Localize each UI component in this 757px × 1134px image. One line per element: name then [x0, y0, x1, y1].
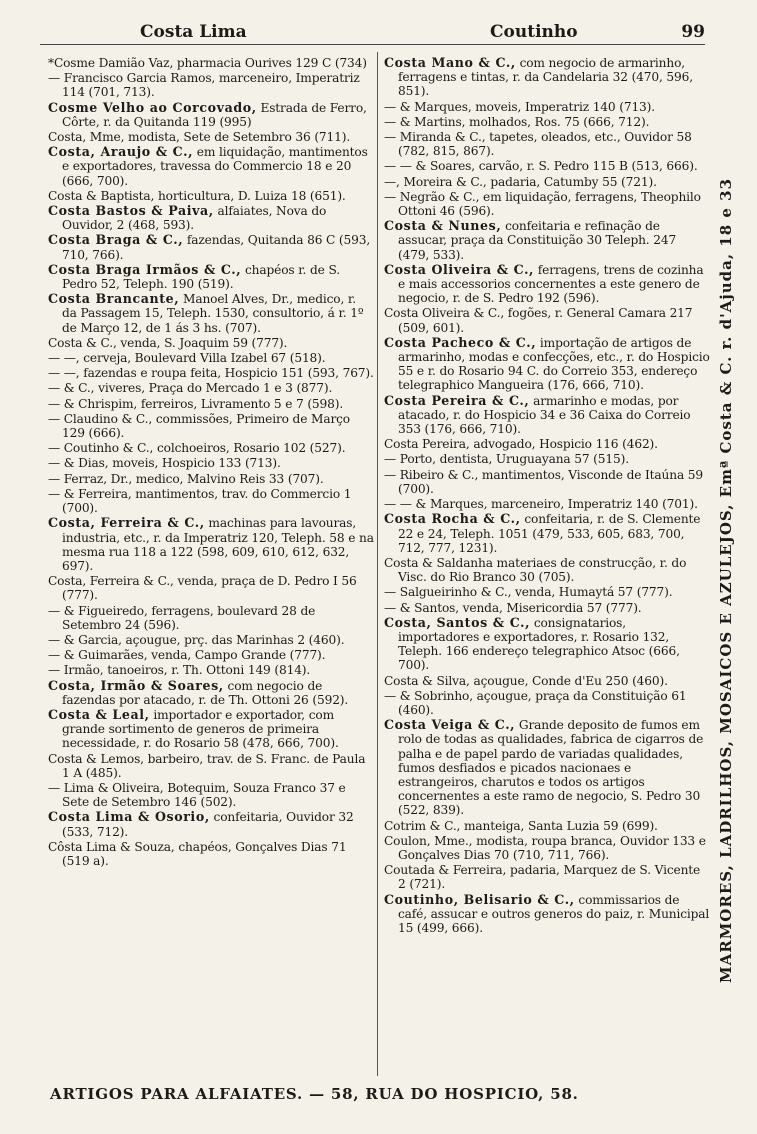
- entry-text: chapéos r. de S. Pedro 52, Teleph. 190 (519).: [62, 262, 340, 292]
- directory-entry: [48, 204, 374, 232]
- entry-text: — & Marques, moveis, Imperatriz 140 (713).: [384, 99, 655, 114]
- directory-entry: [384, 175, 710, 189]
- directory-entry: [384, 893, 710, 936]
- entry-text: — —, fazendas e roupa feita, Hospicio 151 (593, 767).: [48, 366, 374, 381]
- entry-name: Costa, Ferreira & C.,: [48, 515, 205, 531]
- directory-entry: [48, 412, 374, 440]
- entry-text: — & Sobrinho, açougue, praça da Constituição 61 (460).: [384, 688, 687, 717]
- directory-entry: [48, 752, 374, 780]
- directory-entry: [384, 512, 710, 555]
- entry-text: — & Garcia, açougue, prç. das Marinhas 2 (460).: [48, 632, 345, 647]
- directory-entry: [48, 145, 374, 188]
- entry-name: Costa & Leal,: [48, 706, 150, 722]
- entry-text: — & Martins, molhados, Ros. 75 (666, 712).: [384, 114, 650, 129]
- entry-text: Costa & C., venda, S. Joaquim 59 (777).: [48, 335, 288, 350]
- directory-entry: [48, 633, 374, 647]
- entry-text: — & Guimarães, venda, Campo Grande (777).: [48, 648, 326, 663]
- directory-entry: [384, 819, 710, 833]
- entry-text: — & Ferreira, mantimentos, trav. do Commercio 1 (700).: [48, 486, 352, 516]
- directory-entry: [48, 441, 374, 455]
- entry-text: —, Moreira & C., padaria, Catumby 55 (721).: [384, 174, 657, 189]
- entry-text: machinas para lavouras, industria, etc., r. da Imperatriz 120, Teleph. 58 e na mesma rua 118 a 122 (598, 609, 610, 612, 632, 697).: [62, 516, 374, 573]
- entry-name: Costa Pacheco & C.,: [384, 334, 537, 350]
- directory-entry: [384, 834, 710, 862]
- directory-entry: [384, 159, 710, 173]
- directory-entry: [48, 472, 374, 486]
- entry-text: — & C., viveres, Praça do Mercado 1 e 3 (877).: [48, 381, 333, 396]
- directory-entry: [48, 487, 374, 515]
- directory-entry: [48, 336, 374, 350]
- directory-entry: [384, 601, 710, 615]
- entry-text: Costa Oliveira & C., fogões, r. General Camara 217 (509, 601).: [384, 306, 693, 335]
- directory-entry: [48, 189, 374, 203]
- entry-text: — Negrão & C., em liquidação, ferragens, Theophilo Ottoni 46 (596).: [384, 189, 701, 219]
- directory-entry: [48, 840, 374, 868]
- directory-entry: [384, 394, 710, 437]
- entry-text: confeitaria e refinação de assucar, praça da Constituição 30 Teleph. 247 (479, 533).: [398, 219, 677, 262]
- directory-entry: [48, 381, 374, 395]
- entry-text: Cotrim & C., manteiga, Santa Luzia 59 (699).: [384, 818, 658, 833]
- directory-entry: [384, 437, 710, 451]
- directory-entry: [48, 366, 374, 380]
- entry-text: consignatarios, importadores e exportadores, r. Rosario 132, Teleph. 166 endereço telegraphico Atsoc (666, 700).: [398, 615, 680, 673]
- directory-entry: [384, 263, 710, 306]
- directory-entry: [48, 708, 374, 751]
- directory-entry: [48, 397, 374, 411]
- entry-text: Costa & Lemos, barbeiro, trav. de S. Franc. de Paula 1 A (485).: [48, 751, 366, 780]
- entry-text: — Francisco Garcia Ramos, marceneiro, Imperatriz 114 (701, 713).: [48, 71, 360, 100]
- directory-entry: [48, 130, 374, 144]
- entry-text: Costa & Saldanha materiaes de construcção, r. do Visc. do Rio Branco 30 (705).: [384, 555, 687, 585]
- directory-entry: [48, 233, 374, 261]
- entry-text: fazendas, Quitanda 86 C (593, 710, 766).: [62, 233, 371, 262]
- entry-name: Costa Oliveira & C.,: [384, 261, 535, 277]
- entry-name: Costa, Araujo & C.,: [48, 144, 194, 160]
- directory-entry: [384, 452, 710, 466]
- directory-entry: [384, 497, 710, 511]
- directory-entry: [384, 56, 710, 99]
- entry-text: commissarios de café, assucar e outros generos do paiz, r. Municipal 15 (499, 666).: [398, 892, 710, 935]
- directory-entry: [48, 810, 374, 838]
- directory-entry: [384, 556, 710, 584]
- entry-text: *Cosme Damião Vaz, pharmacia Ourives 129 C (734): [48, 56, 367, 70]
- entry-text: — —, cerveja, Boulevard Villa Izabel 67 (518).: [48, 351, 326, 366]
- entry-text: Côsta Lima & Souza, chapéos, Gonçalves Dias 71 (519 a).: [48, 839, 347, 868]
- directory-entry: [48, 663, 374, 677]
- entry-name: Costa Veiga & C.,: [384, 717, 516, 733]
- entry-name: Costa Pereira & C.,: [384, 392, 530, 408]
- footer-advertisement: ARTIGOS PARA ALFAIATES. — 58, RUA DO HOSPICIO, 58.: [50, 1085, 579, 1103]
- entry-text: confeitaria, r. de S. Clemente 22 e 24, Teleph. 1051 (479, 533, 605, 683, 700, 712, 777, 1231).: [398, 512, 701, 555]
- entry-text: com negocio de armarinho, ferragens e tintas, r. da Candelaria 32 (470, 596, 851).: [398, 56, 693, 99]
- entry-name: Costa Braga Irmãos & C.,: [48, 261, 242, 277]
- directory-entry: [48, 292, 374, 335]
- entry-name: Costa Brancante,: [48, 291, 180, 307]
- entry-text: — Salgueirinho & C., venda, Humaytá 57 (777).: [384, 585, 673, 600]
- header-left-guide: Costa Lima: [140, 22, 247, 42]
- directory-entry: [384, 100, 710, 114]
- directory-entry: [48, 71, 374, 99]
- entry-text: Costa, Ferreira & C., venda, praça de D. Pedro I 56 (777).: [48, 574, 357, 603]
- entry-text: Coutada & Ferreira, padaria, Marquez de S. Vicente 2 (721).: [384, 863, 701, 892]
- entry-text: Costa & Silva, açougue, Conde d'Eu 250 (460).: [384, 673, 668, 688]
- directory-entry: [48, 574, 374, 602]
- entry-name: Costa Lima & Osorio,: [48, 809, 210, 825]
- entry-text: — Coutinho & C., colchoeiros, Rosario 102 (527).: [48, 441, 346, 456]
- entry-text: — & Santos, venda, Misericordia 57 (777).: [384, 600, 642, 615]
- entry-text: — Claudino & C., commissões, Primeiro de Março 129 (666).: [48, 411, 350, 441]
- entry-name: Costa, Irmão & Soares,: [48, 677, 224, 693]
- entry-text: armarinho e modas, por atacado, r. do Hospicio 34 e 36 Caixa do Correio 353 (176, 666, 710).: [398, 393, 691, 437]
- entry-text: — Porto, dentista, Uruguayana 57 (515).: [384, 452, 629, 467]
- entry-name: Cosme Velho ao Corcovado,: [48, 99, 257, 115]
- directory-entry: [48, 101, 374, 129]
- vertical-advertisement: MARMORES, LADRILHOS, MOSAICOS E AZULEJOS, Emª Costa & C. r. d'Ajuda, 18 e 33: [717, 177, 735, 983]
- entry-text: — Irmão, tanoeiros, r. Th. Ottoni 149 (814).: [48, 663, 311, 678]
- page-number: 99: [681, 22, 705, 42]
- directory-entry: [384, 718, 710, 817]
- entry-text: — Ferraz, Dr., medico, Malvino Reis 33 (707).: [48, 471, 324, 486]
- entry-text: — Ribeiro & C., mantimentos, Visconde de Itaúna 59 (700).: [384, 467, 703, 496]
- entry-name: Costa Rocha & C.,: [384, 511, 521, 527]
- directory-entry: [48, 56, 374, 70]
- entry-text: importação de artigos de armarinho, modas e confecções, etc., r. do Hospicio 55 e r. do Rosario 94 C. do Correio 353, endereço telegraphico Mangueira (176, 666, 710).: [398, 335, 710, 393]
- directory-entry: [384, 336, 710, 393]
- entry-name: Coutinho, Belisario & C.,: [384, 891, 575, 907]
- entry-text: Estrada de Ferro, Côrte, r. da Quitanda 119 (995): [62, 100, 367, 129]
- directory-entry: [384, 115, 710, 129]
- directory-entry: [384, 468, 710, 496]
- entry-text: — & Chrispim, ferreiros, Livramento 5 e 7 (598).: [48, 396, 344, 411]
- directory-entry: [48, 351, 374, 365]
- directory-entry: [384, 130, 710, 158]
- directory-entry: [384, 863, 710, 891]
- entry-text: Costa & Baptista, horticultura, D. Luiza 18 (651).: [48, 188, 346, 203]
- directory-entry: [48, 648, 374, 662]
- directory-entry: [384, 219, 710, 262]
- entry-text: em liquidação, mantimentos e exportadores, travessa do Commercio 18 e 20 (666, 700).: [62, 145, 368, 188]
- right-column: [384, 56, 710, 936]
- entry-name: Costa Braga & C.,: [48, 232, 184, 248]
- directory-entry: [384, 190, 710, 218]
- directory-entry: [48, 516, 374, 573]
- directory-entry: [48, 679, 374, 707]
- entry-text: alfaiates, Nova do Ouvidor, 2 (468, 593).: [62, 204, 327, 233]
- directory-entry: [384, 585, 710, 599]
- entry-text: — — & Soares, carvão, r. S. Pedro 115 B (513, 666).: [384, 159, 698, 174]
- page-header: [40, 22, 705, 45]
- entry-text: Costa, Mme, modista, Sete de Setembro 36 (711).: [48, 130, 351, 145]
- directory-entry: [384, 674, 710, 688]
- entry-text: — — & Marques, marceneiro, Imperatriz 140 (701).: [384, 497, 698, 512]
- directory-entry: [48, 604, 374, 632]
- entry-text: — Miranda & C., tapetes, oleados, etc., Ouvidor 58 (782, 815, 867).: [384, 130, 692, 159]
- directory-entry: [384, 306, 710, 334]
- directory-entry: [48, 781, 374, 809]
- entry-text: Coulon, Mme., modista, roupa branca, Ouvidor 133 e Gonçalves Dias 70 (710, 711, 766).: [384, 833, 706, 862]
- entry-text: ferragens, trens de cozinha e mais accessorios concernentes a este genero de negocio, r. de S. Pedro 192 (596).: [398, 262, 704, 306]
- entry-name: Costa Mano & C.,: [384, 55, 516, 70]
- entry-text: importador e exportador, com grande sortimento de generos de primeira necessidade, r. do Rosario 58 (478, 666, 700).: [62, 707, 339, 751]
- entry-text: confeitaria, Ouvidor 32 (533, 712).: [62, 810, 354, 839]
- directory-entry: [384, 689, 710, 717]
- header-right-guide: Coutinho: [490, 22, 578, 42]
- column-divider: [377, 52, 378, 1076]
- directory-entry: [384, 616, 710, 673]
- entry-text: Manoel Alves, Dr., medico, r. da Passagem 15, Teleph. 1530, consultorio, á r. 1º de Março 12, de 1 ás 3 hs. (707).: [62, 292, 364, 335]
- entry-text: — & Dias, moveis, Hospicio 133 (713).: [48, 456, 281, 471]
- entry-text: — & Figueiredo, ferragens, boulevard 28 de Setembro 24 (596).: [48, 603, 316, 632]
- entry-text: Costa Pereira, advogado, Hospicio 116 (462).: [384, 437, 658, 452]
- entry-name: Costa & Nunes,: [384, 218, 502, 234]
- entry-name: Costa Bastos & Paiva,: [48, 203, 214, 219]
- entry-text: com negocio de fazendas por atacado, r. de Th. Ottoni 26 (592).: [62, 678, 349, 707]
- directory-entry: [48, 456, 374, 470]
- entry-name: Costa, Santos & C.,: [384, 614, 531, 630]
- directory-entry: [48, 263, 374, 291]
- entry-text: — Lima & Oliveira, Botequim, Souza Franco 37 e Sete de Setembro 146 (502).: [48, 780, 346, 810]
- left-column: [48, 56, 374, 869]
- entry-text: Grande deposito de fumos em rolo de todas as qualidades, fabrica de cigarros de palha e de papel pardo de variadas qualidades, fumos desfiados e picados nacionaes e estrangeiros, charutos e todos os artigos concernentes a este ramo de negocio, S. Pedro 30 (522, 839).: [398, 718, 704, 818]
